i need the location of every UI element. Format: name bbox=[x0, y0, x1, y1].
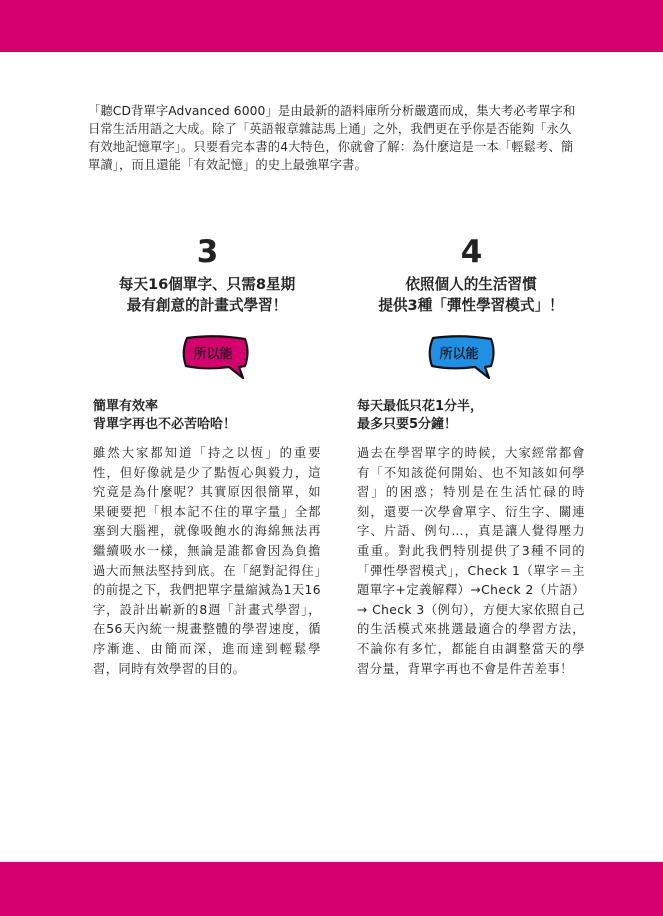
feature-subhead-line-2: 最多只要5分鐘！ bbox=[357, 417, 458, 432]
feature-column-3 bbox=[93, 234, 321, 679]
feature-headline-line-2: 提供3種「彈性學習模式」！ bbox=[378, 297, 564, 314]
feature-headline-line-1: 每天16個單字、只需8星期 bbox=[118, 276, 296, 293]
feature-headline bbox=[357, 274, 585, 316]
top-color-band bbox=[0, 0, 663, 52]
feature-headline bbox=[93, 274, 321, 316]
feature-body: 雖然大家都知道「持之以恆」的重要性，但好像就是少了點恆心與毅力，這究竟是為什麼呢？其實原因很簡單，如果硬要把「根本記不住的單字量」全都塞到大腦裡，就像吸飽水的海綿無法再繼續吸水一樣，無論是誰都會因為負擔過大而無法堅持到底。在「絕對記得住」的前提之下，我們把單字量縮減為1天16字，設計出嶄新的8週「計畫式學習」，在56天內統一規畫整體的學習速度，循序漸進、由簡而深，進而達到輕鬆學習，同時有效學習的目的。 bbox=[93, 446, 321, 676]
speech-bubble bbox=[357, 334, 585, 382]
feature-subhead bbox=[93, 398, 321, 434]
intro-paragraph: 「聽CD背單字Advanced 6000」是由最新的語料庫所分析嚴選而成，集大考必考單字和日常生活用語之大成。除了「英語報章雜誌馬上通」之外，我們更在乎你是否能夠「永久有效地記憶單字」。只要看完本書的4大特色，你就會了解：為什麼這是一本「輕鬆考、簡單讀」，而且還能「有效記憶」的史上最強單字書。 bbox=[88, 104, 576, 172]
bottom-color-band bbox=[0, 862, 663, 916]
bubble-label: 所以能 bbox=[193, 347, 233, 362]
feature-column-4 bbox=[357, 234, 585, 679]
feature-subhead-line-1: 簡單有效率 bbox=[93, 399, 159, 414]
feature-number: 4 bbox=[460, 234, 482, 270]
speech-bubble bbox=[93, 334, 321, 382]
bubble-label: 所以能 bbox=[439, 347, 479, 362]
feature-number: 3 bbox=[196, 234, 218, 270]
feature-subhead-line-1: 每天最低只花1分半， bbox=[357, 399, 484, 414]
feature-subhead bbox=[357, 398, 585, 434]
feature-body: 過去在學習單字的時候，大家經常都會有「不知該從何開始、也不知該如何學習」的困惑；特別是在生活忙碌的時刻，還要一次學會單字、衍生字、關連字、片語、例句…，真是讓人覺得壓力重重。對此我們特別提供了3種不同的「彈性學習模式」，Check 1（單字＝主題單字+定義解釋）→Check 2（片語）→ Check 3（例句），方便大家依照自己的生活模式來挑選最適合的學習方法，不論你有多忙，都能自由調整當天的學習分量，背單字再也不會是件苦差事！ bbox=[357, 446, 585, 676]
feature-subhead-line-2: 背單字再也不必苦哈哈！ bbox=[93, 417, 237, 432]
feature-headline-line-1: 依照個人的生活習慣 bbox=[405, 276, 537, 293]
feature-headline-line-2: 最有創意的計畫式學習！ bbox=[126, 297, 288, 314]
